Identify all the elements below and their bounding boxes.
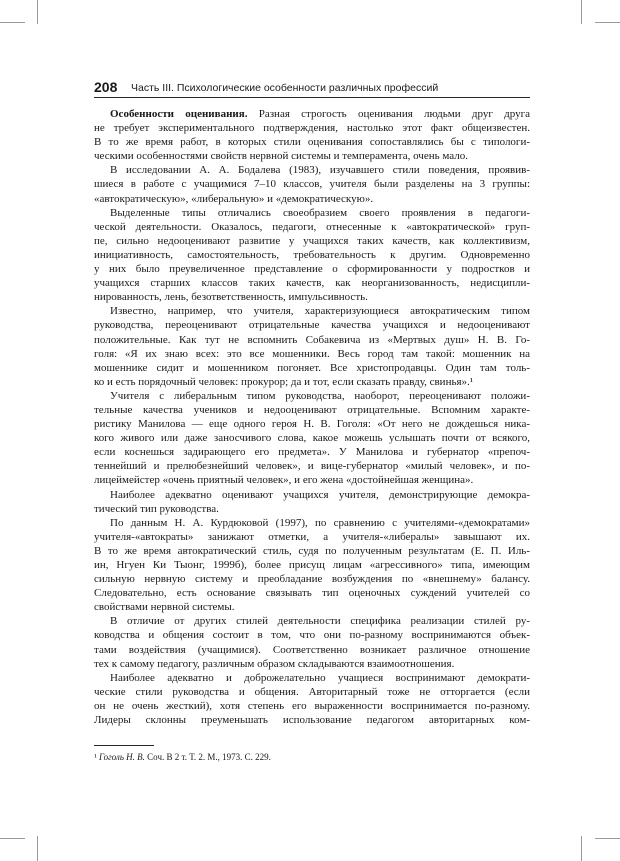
text-line: В то же время автократический стиль, судя по полученным результатам (Е. П. Иль- xyxy=(94,544,530,557)
text-line: нированность, лень, безответственность, импульсивность. xyxy=(94,291,368,304)
text-line: тельные качества учеников и недооценивают отрицательные. Вспомним характе- xyxy=(94,403,530,416)
footnote-marker: ¹ xyxy=(94,752,97,762)
crop-mark xyxy=(37,836,38,861)
section-heading: Особенности оценивания. xyxy=(110,108,248,120)
text-line: В то же время работ, в которых стили оценивания сопоставлялись бы с типологи- xyxy=(94,136,530,149)
text-line: тический тип руководства. xyxy=(94,502,219,515)
text-line: учителя-«автократы» занижают отметки, а учителя-«либералы» завышают их. xyxy=(94,530,530,543)
crop-mark xyxy=(37,0,38,24)
text-line: В отличие от других стилей деятельности специфика реализации стилей ру- xyxy=(110,615,530,628)
text-line: теннейший и прелюбезнейший человек», и вице-губернатор «милый человек», и по- xyxy=(94,460,530,473)
text-line: Известно, например, что учителя, характеризующиеся автократическим типом xyxy=(110,305,530,318)
text-line: положительные. Как тут не вспомнить Собакевича из «Мертвых душ» Н. В. Го- xyxy=(94,333,530,346)
text-line: если коснешься задирающего его предмета». У Манилова и губернатор «препоч- xyxy=(94,446,530,459)
crop-mark xyxy=(595,22,620,23)
text-line: инициативность, самостоятельность, требовательность к другим. Одновременно xyxy=(94,248,530,261)
text-line-content: Разная строгость оценивания людьми друг друга xyxy=(247,108,530,120)
text-line: В исследовании А. А. Бодалева (1983), изучавшего стили поведения, проявив- xyxy=(110,164,530,177)
crop-mark xyxy=(595,838,620,839)
text-line: сильную нервную систему и преобладание возбуждения по «внешнему» балансу. xyxy=(94,573,530,586)
text-line: лицеймейстер «очень приятный человек», и его жена «достойнейшая женщина». xyxy=(94,474,474,487)
running-title: Часть III. Психологические особенности различных профессий xyxy=(131,82,439,94)
text-line: ческие стили руководства и общения. Авторитарный тоже не отторгается (если xyxy=(94,685,530,698)
text-line: ческой деятельности. Оказалось, педагоги, отнесенные к «автократической» груп- xyxy=(94,220,530,233)
text-line: ческими особенностями свойств нервной системы и темперамента, очень мало. xyxy=(94,150,468,163)
crop-mark xyxy=(581,836,582,861)
text-line: пе, сильно недооценивают развитие у учащихся таких качеств, как коллективизм, xyxy=(94,234,530,247)
text-line: мошеннике сидит и мошенником погоняет. Все христопродавцы. Один там толь- xyxy=(94,361,530,374)
text-line: свойствами нервной системы. xyxy=(94,601,235,614)
crop-mark xyxy=(581,0,582,24)
text-line: ристику Манилова — еще одного героя Н. В. Гоголя: «От него не дождешься ника- xyxy=(94,418,530,431)
text-line: руководства, переоценивают отрицательные качества учащихся и недооценивают xyxy=(94,319,530,332)
text-line: ин, Нгуен Ки Тыонг, 1999б), более присущ лицам «агрессивного» типа, имеющим xyxy=(94,559,530,571)
text-line: голя: «Я их знаю всех: это все мошенники. Весь город там такой: мошенник на xyxy=(94,347,530,360)
text-line: тех к самому педагогу, различным образом складываются взаимоотношения. xyxy=(94,657,455,670)
text-line: Наиболее адекватно оценивают учащихся учителя, демонстрирующие демокра- xyxy=(110,488,530,501)
body-text xyxy=(94,107,530,727)
page-number: 208 xyxy=(94,79,118,95)
text-line: ководства и общения состоит в том, что они по-разному воспринимаются объек- xyxy=(94,629,530,642)
text-line: у них было преувеличенное представление о сформированности у подростков и xyxy=(94,263,530,276)
text-line: ко и есть порядочный человек: прокурор; да и тот, если сказать правду, свинья».¹ xyxy=(94,375,474,388)
crop-mark xyxy=(0,838,25,839)
text-line: Выделенные типы отличались своеобразием своего проявления в педагоги- xyxy=(110,206,530,219)
text-line: По данным Н. А. Курдюковой (1997), по сравнению с учителями-«демократами» xyxy=(110,516,530,529)
footnote-rule xyxy=(94,745,154,746)
page-header xyxy=(94,79,530,99)
footnote-text: Соч. В 2 т. Т. 2. М., 1973. С. 229. xyxy=(144,752,271,762)
text-line: Следовательно, есть основание связывать тип оценочных суждений учителей со xyxy=(94,587,530,600)
text-line: Учителя с либеральным типом руководства, наоборот, переоценивают положи- xyxy=(110,389,530,402)
text-line: не требует экспериментального подтверждения, настолько этот факт общеизвестен. xyxy=(94,122,530,135)
text-line: Лидеры склонны преуменьшать использование педагогом авторитарных ком- xyxy=(94,714,530,727)
text-line: Наиболее адекватно и доброжелательно учащиеся воспринимают демократи- xyxy=(110,671,530,684)
text-line: тами воздействия (учащимися). Соответственно возникает различное отношение xyxy=(94,643,530,656)
text-line: он не очень жесткий), хотя степень его выраженности воспринимается по-разному. xyxy=(94,699,530,712)
text-line: учащихся старших классов таких качеств, как неорганизованность, недисципли- xyxy=(94,277,530,290)
text-line: кого живого или даже заносчивого слова, какое можешь услышать почти от всякого, xyxy=(94,432,530,445)
text-line xyxy=(94,107,530,121)
crop-mark xyxy=(0,22,25,23)
footnote-author: Гоголь Н. В. xyxy=(98,752,145,762)
text-line: шиеся в работе с учащимися 7–10 классов, учителя были разделены на 3 группы: xyxy=(94,178,530,191)
footnote xyxy=(94,751,271,763)
header-rule xyxy=(94,97,530,98)
text-line: «автократическую», «либеральную» и «демократическую». xyxy=(94,192,374,205)
